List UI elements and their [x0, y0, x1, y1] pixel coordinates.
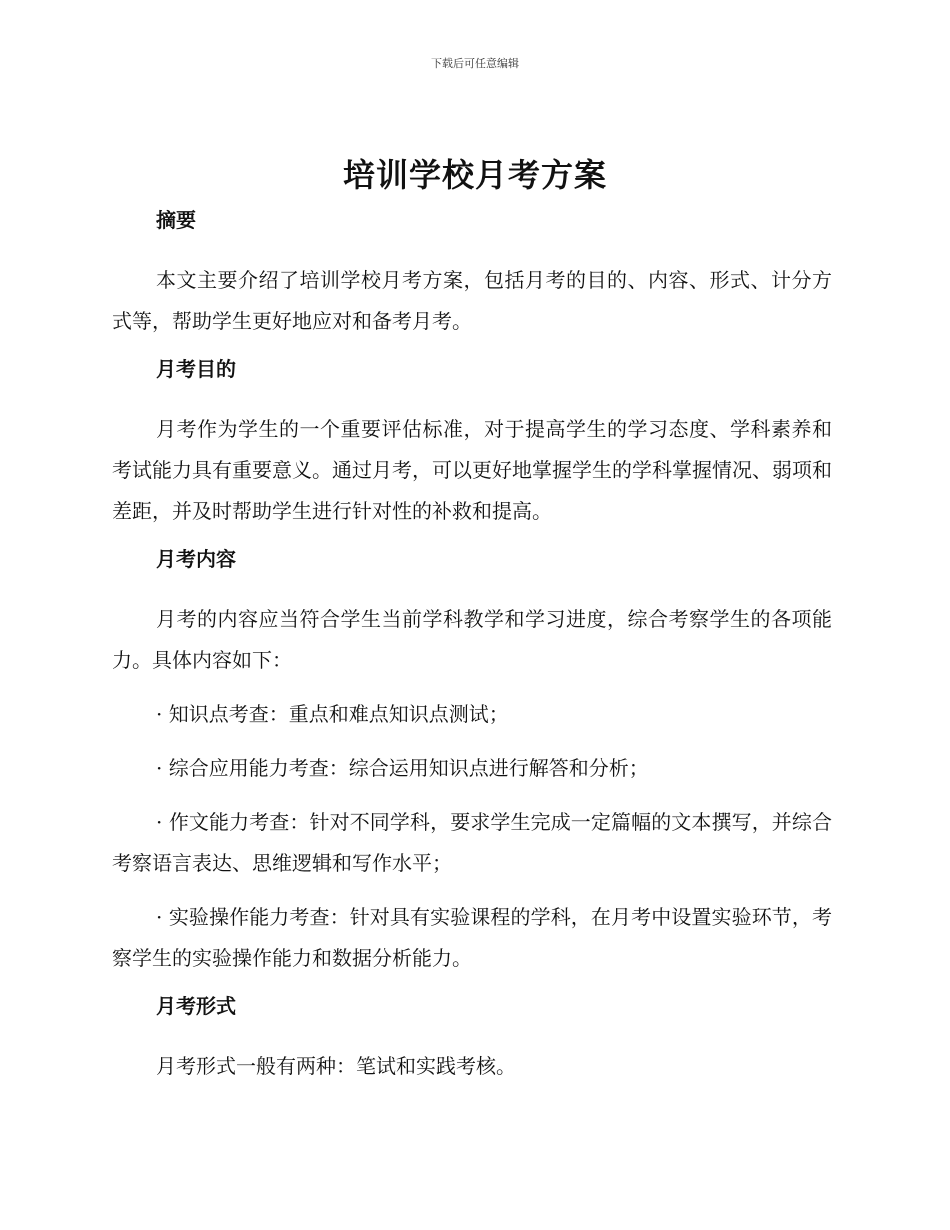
section-heading-content: 月考内容 [156, 547, 236, 571]
list-item: · 知识点考查：重点和难点知识点测试； [156, 702, 509, 726]
list-item: · 作文能力考查：针对不同学科，要求学生完成一定篇幅的文本撰写，并综合考察语言表达、思维逻辑和写作水平； [112, 810, 832, 875]
form-paragraph: 月考形式一般有两种：笔试和实践考核。 [156, 1054, 516, 1078]
section-heading-form: 月考形式 [156, 994, 236, 1018]
purpose-paragraph: 月考作为学生的一个重要评估标准，对于提高学生的学习态度、学科素养和考试能力具有重要意义。通过月考，可以更好地掌握学生的学科掌握情况、弱项和差距，并及时帮助学生进行针对性的补救和提高。 [112, 417, 832, 523]
document-title: 培训学校月考方案 [342, 156, 607, 194]
section-heading-purpose: 月考目的 [156, 357, 236, 381]
abstract-paragraph: 本文主要介绍了培训学校月考方案，包括月考的目的、内容、形式、计分方式等，帮助学生更好地应对和备考月考。 [112, 268, 832, 333]
list-item: · 综合应用能力考查：综合运用知识点进行解答和分析； [156, 756, 649, 780]
header-note: 下载后可任意编辑 [431, 57, 519, 70]
section-heading-abstract: 摘要 [156, 208, 196, 232]
document-body [112, 206, 832, 1100]
list-item: · 实验操作能力考查：针对具有实验课程的学科，在月考中设置实验环节，考察学生的实验操作能力和数据分析能力。 [112, 905, 832, 970]
content-paragraph: 月考的内容应当符合学生当前学科教学和学习进度，综合考察学生的各项能力。具体内容如下： [112, 607, 832, 672]
